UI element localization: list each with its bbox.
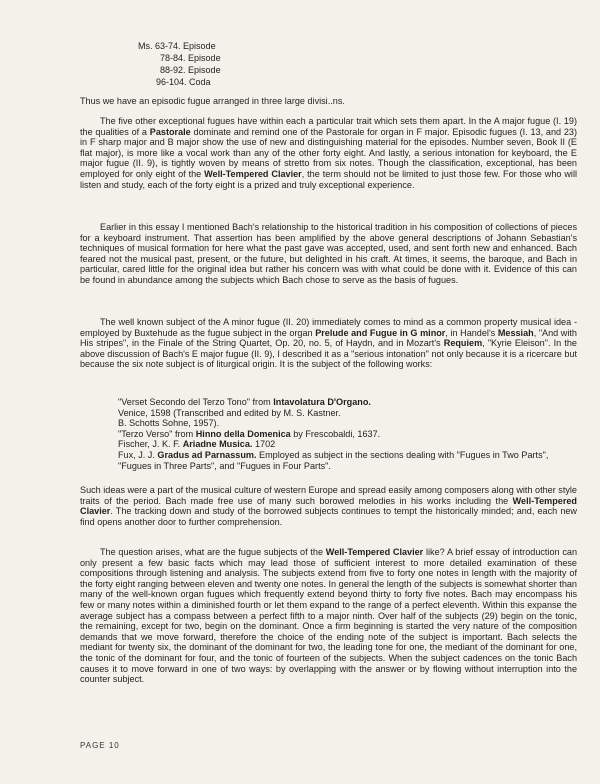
reference-item: "Terzo Verso" from Hinno della Domenica by Frescobaldi, 1637. (118, 428, 381, 439)
paragraph-1: Thus we have an episodic fugue arranged in three large divisi..ns. (80, 96, 345, 106)
paragraph-5: Such ideas were a part of the musical culture of western Europe and spread easily among composers along with other style traits of the period. Bach made free use of many such borowed melodies in his works including the Well-Tempered Clavier. The tracking down and study of the borrowed subjects continues to tempt the historically minded; and, each new find opens another door to further comprehension. (80, 485, 577, 527)
reference-list (118, 397, 576, 471)
reference-item: Fischer, J. K. F. Ariadne Musica. 1702 (118, 439, 276, 450)
paragraph-4: The well known subject of the A minor fugue (II. 20) immediately comes to mind as a common property musical idea - employed by Buxtehude as the fugue subject in the organ Prelude and Fugue in G minor, in Handel's Messiah, "And with His stripes", in the Finale of the String Quartet, Op. 20, no. 5, of Haydn, and in Mozart's Requiem, "Kyrie Eleison". In the above discussion of Bach's E major fugue (II. 9), I described it as a "serious intonation" not only because it is a ricercare but because the six note subject is of liturgical origin. It is the subject of the following works: (80, 317, 577, 370)
reference-item: Venice, 1598 (Transcribed and edited by M. S. Kastner. (118, 407, 341, 418)
list-item: 88-92. Episode (160, 65, 221, 75)
reference-item: Fux, J. J. Gradus ad Parnassum. Employed as subject in the sections dealing with "Fugues in Two Parts", "Fugues in Three Parts", and "Fugues in Four Parts". (118, 449, 549, 471)
reference-item: B. Schotts Sohne, 1957). (118, 418, 220, 429)
page-number: PAGE 10 (80, 741, 120, 750)
list-item: 96-104. Coda (156, 77, 211, 87)
section-list (138, 40, 221, 88)
paragraph-6: The question arises, what are the fugue subjects of the Well-Tempered Clavier like? A brief essay of introduction can only present a few basic facts which may lead those of sufficient interest to more detailed examination of these compositions through listening and analysis. The subjects extend from five to forty one notes in length with the majority of the forty eight ranging between eleven and twenty one notes. In general the length of the subjects is somewhat shorter than many of the well-known organ fugues which frequently extend beyond thirty to forty five notes. Bach may encompass his few or many notes within a diminished fourth or let them expand to the range of a perfect eleventh. Within this expanse the average subject has a compass between a perfect fifth to a major ninth. Over half of the subjects (29) begin on the tonic, the remaining, except for two, begin on the dominant. Once a firm beginning is started the very nature of the composition demands that we move forward, therefore the choice of the ending note of the subject is important. Bach selects the mediant for twenty six, the dominant of the dominant for two, the leading tone for one, the mediant of the dominant for one, the tonic of the dominant for four, and the tonic of fourteen of the subjects. When the subject cadences on the tonic Bach causes it to move forward in one of two ways: by overlapping with the answer or by flowing without interruption into the counter subject. (80, 547, 578, 685)
paragraph-2: The five other exceptional fugues have within each a particular trait which sets them apart. In the A major fugue (I. 19) the qualities of a Pastorale dominate and remind one of the Pastorale for organ in F major. Episodic fugues (I. 13, and 23) in F sharp major and B major show the use of new and distinguishing material for the episodes. Number seven, Book II (E flat major), is more like a vocal work than any of the other forty eight. And lastly, a serious intonation for keyboard, the E major fugue (II. 9), is tightly woven by means of stretto from six notes. Though the classification, exceptional, has been employed for only eight of the Well-Tempered Clavier, the term should not be limited to just those few. For those who will listen and study, each of the forty eight is a prized and truly exceptional experience. (80, 116, 577, 190)
paragraph-3: Earlier in this essay I mentioned Bach's relationship to the historical tradition in his composition of collections of pieces for a keyboard instrument. That assertion has been amplified by the above general descriptions of Johann Sebastian's techniques of musical formation for here what the past gave was accepted, used, and sent forth new and enhanced. Bach feared not the musical past, present, or the future, but delighted in his craft. At times, it seems, the baroque, and Bach in particular, cared little for the original idea but rather his concern was with what could be done with it. Evidence of this can be found in abundance among the subjects which Bach chose to serve as the basis of fugues. (80, 222, 577, 285)
reference-item: "Verset Secondo del Terzo Tono" from Intavolatura D'Organo. (118, 397, 371, 407)
list-item: Ms. 63-74. Episode (138, 41, 216, 51)
list-item: 78-84. Episode (160, 53, 221, 63)
